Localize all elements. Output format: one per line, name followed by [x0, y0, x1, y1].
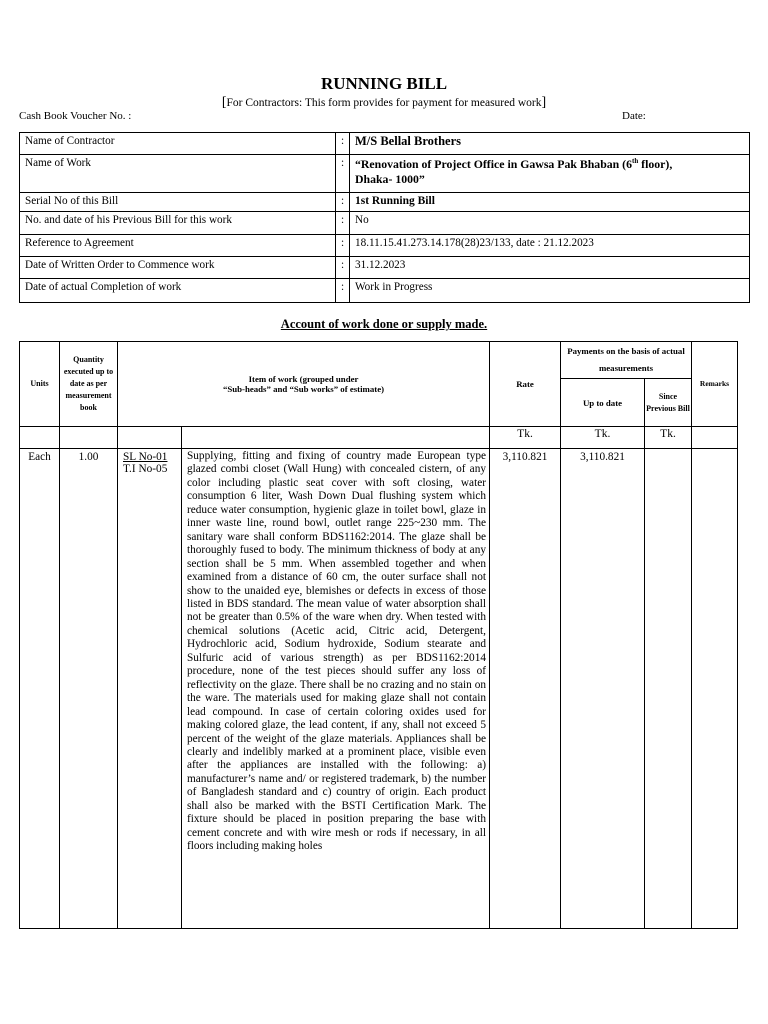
- since-previous-header: Since Previous Bill: [645, 379, 692, 427]
- work-account-table: [19, 341, 738, 929]
- commence-order-label: Date of Written Order to Commence work: [20, 257, 336, 279]
- payments-header: Payments on the basis of actual measurements: [561, 342, 692, 379]
- currency-row: [20, 427, 738, 449]
- serial-label: Serial No of this Bill: [20, 193, 336, 212]
- currency-cell-empty: [60, 427, 118, 449]
- row-sl-no: SL No-01: [123, 451, 168, 463]
- work-value-line2: Dhaka- 1000”: [355, 172, 425, 186]
- currency-cell-empty: [118, 427, 182, 449]
- colon: :: [336, 155, 350, 193]
- page-subtitle: [0, 95, 768, 111]
- remarks-header: Remarks: [692, 342, 738, 427]
- page-title: RUNNING BILL: [320, 74, 448, 93]
- info-row-contractor: [20, 133, 750, 155]
- agreement-value: 18.11.15.41.273.14.178(28)23/133, date : 21.12.2023: [350, 235, 750, 257]
- subtitle-open-bracket: [: [221, 95, 227, 110]
- colon: :: [336, 279, 350, 303]
- info-row-previous-bill: [20, 212, 750, 235]
- item-header-line2: “Sub-heads” and “Sub works” of estimate): [222, 384, 385, 394]
- quantity-header: Quantity executed up to date as per measurement book: [60, 342, 118, 427]
- colon: :: [336, 212, 350, 235]
- item-header: [118, 342, 490, 427]
- units-header: Units: [20, 342, 60, 427]
- bill-info-table: [19, 132, 750, 303]
- row-up-to-date: 3,110.821: [561, 449, 645, 929]
- currency-rate: Tk.: [490, 427, 561, 449]
- colon: :: [336, 133, 350, 155]
- currency-up-to-date: Tk.: [561, 427, 645, 449]
- date-label: Date:: [622, 110, 646, 122]
- info-row-completion: [20, 279, 750, 303]
- commence-order-value: 31.12.2023: [350, 257, 750, 279]
- colon: :: [336, 193, 350, 212]
- subtitle-text: For Contractors: This form provides for payment for measured work: [226, 97, 542, 109]
- header-row-1: [20, 342, 738, 379]
- table-row: [20, 449, 738, 929]
- row-rate: 3,110.821: [490, 449, 561, 929]
- work-value-part1: “Renovation of Project Office in Gawsa Pak Bhaban (6: [355, 157, 632, 171]
- up-to-date-header: Up to date: [561, 379, 645, 427]
- currency-since-previous: Tk.: [645, 427, 692, 449]
- work-value-part2: floor),: [638, 157, 673, 171]
- row-ti-no: T.I No-05: [123, 463, 168, 475]
- rate-header: Rate: [490, 342, 561, 427]
- row-remarks: [692, 449, 738, 929]
- info-row-agreement: [20, 235, 750, 257]
- completion-value: Work in Progress: [350, 279, 750, 303]
- previous-bill-label: No. and date of his Previous Bill for this work: [20, 212, 336, 235]
- completion-label: Date of actual Completion of work: [20, 279, 336, 303]
- row-item-code: [118, 449, 182, 929]
- row-since-previous: [645, 449, 692, 929]
- row-unit: Each: [20, 449, 60, 929]
- currency-cell-empty: [182, 427, 490, 449]
- item-header-line1: Item of work (grouped under: [248, 374, 359, 384]
- colon: :: [336, 257, 350, 279]
- work-label: Name of Work: [20, 155, 336, 193]
- previous-bill-value: No: [350, 212, 750, 235]
- currency-cell-empty: [692, 427, 738, 449]
- info-row-serial: [20, 193, 750, 212]
- contractor-value: M/S Bellal Brothers: [350, 133, 750, 155]
- row-description: Supplying, fitting and fixing of country made European type glazed combi closet (Wall Hung) with concealed cistern, of any color including plastic seat cover with soft closing, water consumption 6 liter, Wash Down Dual flushing system which reduce water consumption, hygienic glaze in toilet bowl, glaze in inner waste line, round bowl, outlet range 225~230 mm. The sanitary ware shall conform BDS1162:2014. The glaze shall be thoroughly fused to body. The minimum thickness of body at any section shall be 5 mm. When assembled together and when examined from a distance of 60 cm, the outer surface shall not show to the unaided eye, blemishes or defects in excess of those listed in BDS standard. The mean value of water absorption shall not be greater than 0.5% of the ware when dry. When tested with chemical solutions (Acetic acid, Citric acid, Detergent, Hydrochloric acid, Sodium hydroxide, Sodium stearate and Sulfuric acid of various strength) as per BDS1162:2014 procedure, none of the test pieces should suffer any loss of reflectivity on the glaze. There shall be no crazing and no stain on the ware. The materials used for making glaze shall not contain lead compound. In case of certain coloring oxides used for making colored glaze, the lead content, if any, shall not exceed 5 percent of the weight of the glaze materials. Appliances shall be clearly and indelibly marked at a prominent place, visible even after the appliances are installed with the following: a) manufacturer’s name and/ or registered trademark, b) the number of Bangladesh standard and c) country of origin. Each product shall also be marked with the BSTI Certification Mark. The fixture should be placed in position preparing the base with cement concrete and with wire mesh or rods if necessary, in all floors including making holes: [182, 449, 490, 929]
- work-value-sup: th: [632, 157, 639, 166]
- work-value: [350, 155, 750, 193]
- currency-cell-empty: [20, 427, 60, 449]
- info-row-work: [20, 155, 750, 193]
- voucher-label: Cash Book Voucher No. :: [19, 110, 132, 122]
- subtitle-close-bracket: ]: [541, 95, 547, 110]
- serial-value: 1st Running Bill: [350, 193, 750, 212]
- colon: :: [336, 235, 350, 257]
- agreement-label: Reference to Agreement: [20, 235, 336, 257]
- section-title: Account of work done or supply made.: [280, 317, 488, 331]
- contractor-label: Name of Contractor: [20, 133, 336, 155]
- row-quantity: 1.00: [60, 449, 118, 929]
- info-row-commence-order: [20, 257, 750, 279]
